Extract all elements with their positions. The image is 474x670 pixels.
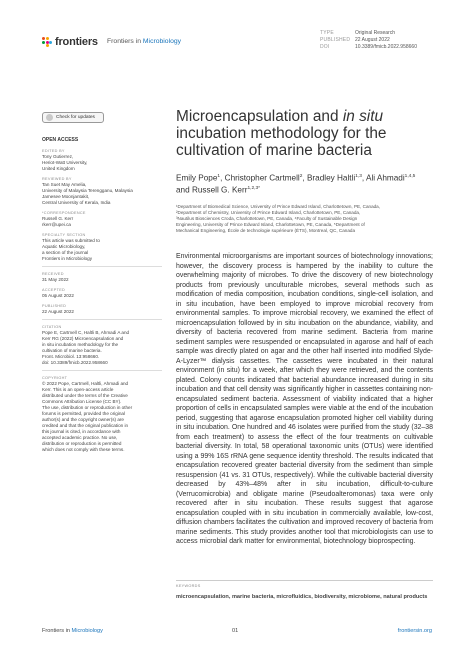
keywords: microencapsulation, marine bacteria, microfluidics, biodiversity, microbiome, natural products <box>176 594 428 600</box>
keywords-label: KEYWORDS <box>176 584 201 588</box>
block-label: EDITED BY <box>42 149 65 153</box>
meta-value: Original Research <box>355 30 396 36</box>
block-line: Tony Gutierrez, <box>42 154 74 159</box>
divider <box>42 319 162 320</box>
author-affil: 2 <box>299 174 303 179</box>
meta-value[interactable]: 10.3389/fmicb.2022.958660 <box>355 44 417 50</box>
reviewed-by-block <box>42 176 162 206</box>
meta-row <box>320 37 417 44</box>
title-part1: Microencapsulation and <box>176 108 343 125</box>
block-line: This article was submitted to <box>42 238 100 243</box>
copyright-line[interactable]: Commons Attribution License (CC BY). <box>42 399 122 404</box>
meta-label: PUBLISHED <box>320 37 351 43</box>
block-label: COPYRIGHT <box>42 376 68 380</box>
author-name[interactable]: Russell G. Kerr <box>191 185 248 195</box>
title-italic: in situ <box>342 108 384 125</box>
author-name[interactable]: Bradley Haltli <box>306 173 356 183</box>
footer-journal-suffix: Microbiology <box>71 628 103 634</box>
citation-line: Front. Microbiol. 13:958660. <box>42 354 100 359</box>
footer-journal-prefix: Frontiers in <box>42 628 70 634</box>
affiliation-line: ²Department of Chemistry, University of Prince Edward Island, Charlottetown, PE, Canada, <box>176 209 361 215</box>
date-label: ACCEPTED <box>42 288 66 292</box>
frontiers-logo[interactable] <box>42 36 98 48</box>
copyright-line: which does not comply with these terms. <box>42 447 125 452</box>
author-affil: 1,3 <box>355 174 362 179</box>
copyright-line: distribution or reproduction is permitted <box>42 441 122 446</box>
citation-block <box>42 324 162 366</box>
article-title <box>176 108 436 159</box>
frontiers-logo-icon <box>42 37 52 47</box>
copyright-line: this journal is cited, in accordance with <box>42 429 121 434</box>
block-line: United Kingdom <box>42 166 75 171</box>
copyright-line: Kerr. This is an open-access article <box>42 387 114 392</box>
meta-value: 22 August 2022 <box>355 37 390 43</box>
citation-line: Kerr RG (2022) Microencapsulation and <box>42 336 124 341</box>
author-name[interactable]: Emily Pope <box>176 173 218 183</box>
specialty-section-block <box>42 232 162 262</box>
correspondence-block <box>42 210 162 228</box>
copyright-line: credited and that the original publication in <box>42 423 129 428</box>
affiliation-line: ³Nautilus Biosciences Croda, Charlottetown, PE, Canada, ⁴Faculty of Sustainable Design <box>176 215 358 221</box>
journal-suffix: Microbiology <box>142 38 182 45</box>
affiliation-line: Mechanical Engineering, École de technologie supérieure (ÉTS), Montreal, QC, Canada <box>176 227 355 233</box>
block-line: Russell G. Kerr <box>42 216 74 221</box>
logo-text: frontiers <box>55 36 98 48</box>
dates-block <box>42 271 162 315</box>
block-label: CITATION <box>42 325 62 329</box>
page-header <box>42 30 444 60</box>
block-line: University of Malaysia Terengganu, Malaysia <box>42 188 133 193</box>
citation-line: Pope E, Cartmell C, Haltli B, Ahmadi A and <box>42 330 130 335</box>
meta-row <box>320 44 417 51</box>
block-line: Jamesee Moonjantakit, <box>42 194 90 199</box>
block-line: Aquatic Microbiology, <box>42 244 86 249</box>
block-line: Tan Suet May Amelia, <box>42 182 87 187</box>
block-line: Central University of Kerala, India <box>42 200 111 205</box>
date-value: 05 August 2022 <box>42 293 74 298</box>
block-line: Heriot-Watt University, <box>42 160 88 165</box>
check-updates-icon <box>46 114 53 121</box>
affiliation-line: Engineering, University of Prince Edward Island, Charlottetown, PE, Canada, ⁵Department of <box>176 221 365 227</box>
author-name[interactable]: Ali Ahmadi <box>365 173 405 183</box>
divider <box>42 266 162 267</box>
block-label: SPECIALTY SECTION <box>42 233 86 237</box>
copyright-line: distributed under the terms of the Creative <box>42 393 128 398</box>
article-meta <box>320 30 417 51</box>
journal-prefix: Frontiers in <box>107 38 141 45</box>
copyright-line: © 2022 Pope, Cartmell, Haltli, Ahmadi and <box>42 381 129 386</box>
date-label: PUBLISHED <box>42 304 67 308</box>
block-line: Frontiers in Microbiology <box>42 256 93 261</box>
page-footer <box>42 628 432 640</box>
author-affil: 1,2,3* <box>247 186 260 192</box>
meta-label: TYPE <box>320 30 334 36</box>
check-updates-label: Check for updates <box>56 114 95 120</box>
copyright-line: accepted academic practice. No use, <box>42 435 118 440</box>
meta-label: DOI <box>320 44 330 50</box>
divider <box>42 370 162 371</box>
divider <box>176 580 433 581</box>
open-access-heading: OPEN ACCESS <box>42 137 79 143</box>
affiliation-line: ¹Department of Biomedical Science, University of Prince Edward Island, Charlottetown, PE, Canada, <box>176 204 381 209</box>
block-label: *CORRESPONDENCE <box>42 211 86 215</box>
block-label: REVIEWED BY <box>42 177 72 181</box>
journal-name[interactable] <box>107 38 181 45</box>
date-value: 31 May 2022 <box>42 277 69 282</box>
block-line: a section of the journal <box>42 250 89 255</box>
correspondence-email[interactable]: rkerr@upei.ca <box>42 222 71 227</box>
meta-row <box>320 30 417 37</box>
citation-line: in situ incubation methodology for the <box>42 342 119 347</box>
citation-doi-link[interactable]: doi: 10.3389/fmicb.2022.958660 <box>42 360 108 365</box>
copyright-line: forums is permitted, provided the original <box>42 411 125 416</box>
date-label: RECEIVED <box>42 272 64 276</box>
copyright-line: The use, distribution or reproduction in other <box>42 405 133 410</box>
check-for-updates-button[interactable] <box>42 112 104 123</box>
author-affil: 1,4,5 <box>404 174 416 179</box>
abstract: Environmental microorganisms are important sources of biotechnology innovations; however, the discovery process is hampered by the inability to culture the overwhelming majority of microbes. To drive the discovery of new biotechnology products from previously unculturable microbes, several methods such as modification of media composition, incubation conditions, single-cell isolation, and in situ incubation, have been employed to improve microbial recovery from environmental samples. To improve microbial recovery, we examined the effect of microencapsulation followed by in situ incubation on the abundance, viability, and diversity of bacteria recovered from marine sediment. Bacteria from marine sediment samples were resuspended or encapsulated in agarose and half of each sample was directly plated on agar and the other half inserted into modified Slyde-A-Lyzer™ dialysis cassettes. The cassettes were incubated in their natural environment (in situ) for a week, after which they were retrieved, and the contents plated. Colony counts indicated that bacterial abundance increased during in situ incubation and that cell density was significantly higher in cassettes containing non-encapsulated sediment bacteria. Assessment of viability indicated that a higher proportion of cells in encapsulated samples were viable at the end of the incubation period, suggesting that agarose encapsulation promoted higher cell viability during in situ incubation. One hundred and 46 isolates were purified from the study (32–38 from each treatment) to assess the effect of the four treatments on cultivable bacterial diversity. In total, 58 operational taxonomic units (OTUs) were identified using a 99% 16S rRNA gene sequence identity threshold. The results indicated that encapsulation recovered greater bacterial diversity from the sediment than simple resuspension (41 vs. 31 OTUs, respectively). While the cultivable bacterial diversity decreased by 43%–48% after in situ incubation, difficult-to-culture (Verrucomicrobia) and obligate marine (Pseudoalteromonas) taxa were only recovered after in situ incubation. These results suggest that agarose encapsulation coupled with in situ incubation in commercially available, low-cost, diffusion chambers facilitates the cultivation and improved recovery of bacteria from marine sediments. This study provides another tool that microbiologists can use to access microbial dark matter for environmental, biotechnology bioprospecting. <box>176 253 433 545</box>
author-list: Emily Pope$^1$, Christopher Cartmell$^2$, Bradley Haltli$^{1,3}$, Ali Ahmadi$^{1,4,5}$ and Russell G. Kerr$^{1,2,3*}$ <box>176 173 416 195</box>
author-name[interactable]: Christopher Cartmell <box>224 173 300 183</box>
edited-by-block <box>42 148 162 172</box>
copyright-line: author(s) and the copyright owner(s) are <box>42 417 124 422</box>
author-affil: 1 <box>217 174 221 179</box>
title-part2: incubation methodology for the cultivation of marine bacteria <box>176 125 387 159</box>
sidebar <box>42 112 162 453</box>
citation-line: cultivation of marine bacteria. <box>42 348 102 353</box>
page-number: 01 <box>232 628 239 634</box>
frontiersin-link[interactable]: frontiersin.org <box>397 628 432 634</box>
footer-journal[interactable] <box>42 628 103 634</box>
date-value: 22 August 2022 <box>42 309 74 314</box>
affiliations <box>176 204 436 234</box>
copyright-block <box>42 375 162 453</box>
